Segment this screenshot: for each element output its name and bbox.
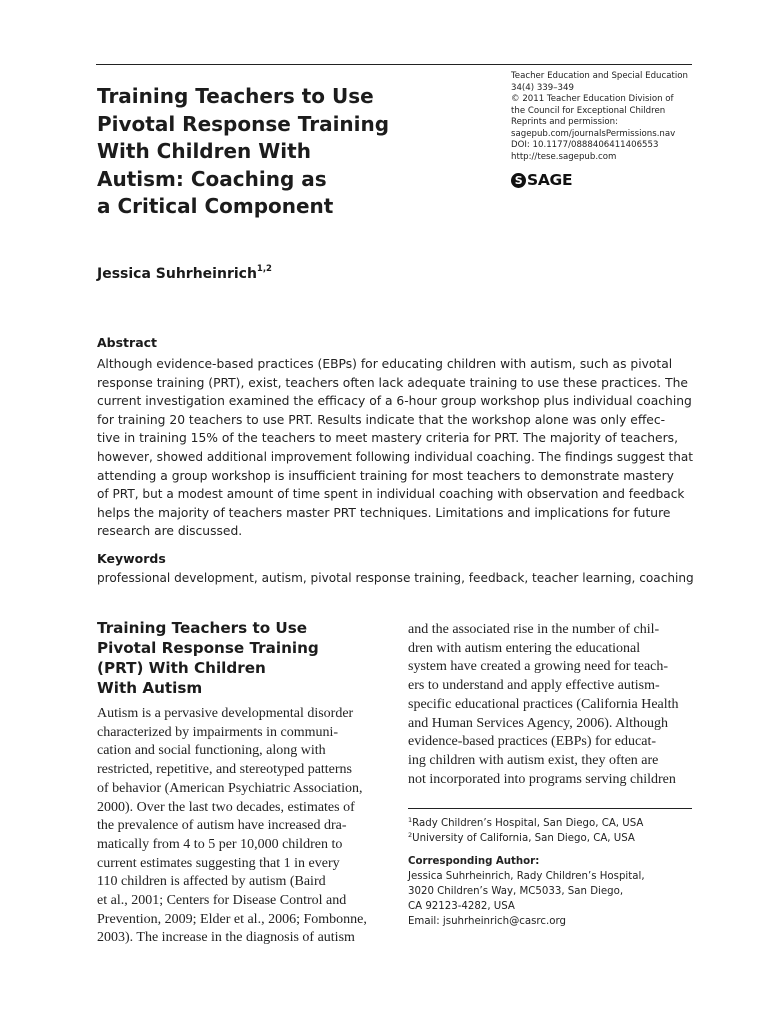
body-line: evidence-based practices (EBPs) for educat- <box>408 734 656 750</box>
affiliation-footnote <box>408 816 692 831</box>
body-line: of behavior (American Psychiatric Association, <box>97 780 363 796</box>
corresponding-email[interactable]: Email: jsuhrheinrich@casrc.org <box>408 916 566 927</box>
affiliation-footnote <box>408 831 692 846</box>
body-line: Autism is a pervasive developmental disorder <box>97 706 354 721</box>
section-heading-line: (PRT) With Children <box>97 659 266 677</box>
sage-logo-text: SAGE <box>527 171 573 189</box>
body-line: ing children with autism exist, they often are <box>408 752 659 768</box>
body-line: matically from 4 to 5 per 10,000 children to <box>97 836 343 852</box>
footnotes <box>408 816 692 929</box>
abstract-body <box>97 355 693 541</box>
body-line: the prevalence of autism have increased dra- <box>97 818 347 834</box>
body-line: characterized by impairments in communi- <box>97 724 339 740</box>
body-line: restricted, repetitive, and stereotyped patterns <box>97 762 353 778</box>
body-line: 2003). The increase in the diagnosis of autism <box>97 930 355 946</box>
corresponding-line: CA 92123-4282, USA <box>408 901 515 912</box>
body-column-left <box>97 705 381 948</box>
abstract-line: for training 20 teachers to use PRT. Results indicate that the workshop alone was only effec- <box>97 412 666 427</box>
keywords-list: professional development, autism, pivotal response training, feedback, teacher learning, coaching <box>97 571 694 585</box>
title-line: Pivotal Response Training <box>97 111 390 136</box>
author-line <box>97 266 272 282</box>
abstract-line: current investigation examined the efficacy of a 6-hour group workshop plus individual coaching <box>97 394 692 409</box>
article-title <box>97 83 477 221</box>
journal-permissions-link[interactable]: sagepub.com/journalsPermissions.nav <box>511 128 676 139</box>
body-line: 2000). Over the last two decades, estimates of <box>97 799 355 815</box>
body-line: not incorporated into programs serving children <box>408 771 676 787</box>
header-rule <box>96 64 692 65</box>
body-line: and the associated rise in the number of chil- <box>408 622 660 637</box>
author-name: Jessica Suhrheinrich <box>97 266 257 282</box>
footnote-rule <box>408 808 692 809</box>
journal-copyright-cont: the Council for Exceptional Children <box>511 105 666 116</box>
abstract-line: research are discussed. <box>97 524 243 539</box>
title-line: a Critical Component <box>97 194 334 218</box>
sage-icon: S <box>511 173 526 188</box>
journal-volume: 34(4) 339–349 <box>511 82 574 93</box>
journal-url[interactable]: http://tese.sagepub.com <box>511 151 617 162</box>
body-line: ers to understand and apply effective autism- <box>408 678 660 694</box>
abstract-line: Although evidence-based practices (EBPs) for educating children with autism, such as pivotal <box>97 357 673 371</box>
corresponding-line: 3020 Children’s Way, MC5033, San Diego, <box>408 886 624 897</box>
corresponding-line: Jessica Suhrheinrich, Rady Children’s Hospital, <box>408 871 645 882</box>
body-line: 110 children is affected by autism (Baird <box>97 874 326 890</box>
section-heading-line: Training Teachers to Use <box>97 619 308 637</box>
corresponding-author-label: Corresponding Author: <box>408 856 540 867</box>
body-line: and Human Services Agency, 2006). Although <box>408 715 668 731</box>
journal-reprints: Reprints and permission: <box>511 117 618 127</box>
affiliation-text: Rady Children’s Hospital, San Diego, CA, USA <box>412 818 644 829</box>
body-line: current estimates suggesting that 1 in every <box>97 855 340 871</box>
author-affiliation-marks: 1,2 <box>256 264 272 274</box>
section-heading-line: Pivotal Response Training <box>97 639 319 657</box>
abstract-heading: Abstract <box>97 335 158 350</box>
section-heading <box>97 618 357 698</box>
section-heading-line: With Autism <box>97 679 203 697</box>
title-line: Training Teachers to Use <box>97 84 374 108</box>
body-line: dren with autism entering the educational <box>408 640 641 656</box>
body-line: Prevention, 2009; Elder et al., 2006; Fombonne, <box>97 911 367 927</box>
body-line: system have created a growing need for teach- <box>408 659 669 675</box>
footnote-marker: 2 <box>408 831 413 839</box>
abstract-line: however, showed additional improvement following individual coaching. The findings suggest that <box>97 449 694 464</box>
journal-info <box>511 71 701 163</box>
title-line: Autism: Coaching as <box>97 166 327 191</box>
journal-name: Teacher Education and Special Education <box>511 71 688 81</box>
abstract-line: helps the majority of teachers master PRT techniques. Limitations and implications for future <box>97 505 671 520</box>
journal-copyright: © 2011 Teacher Education Division of <box>511 94 674 104</box>
footnote-marker: 1 <box>408 816 413 824</box>
body-line: cation and social functioning, along with <box>97 743 326 759</box>
affiliation-text: University of California, San Diego, CA, USA <box>412 833 635 844</box>
abstract-line: tive in training 15% of the teachers to meet mastery criteria for PRT. The majority of teachers, <box>97 431 678 446</box>
body-line: specific educational practices (California Health <box>408 696 679 712</box>
sage-logo <box>511 171 572 189</box>
body-line: et al., 2001; Centers for Disease Control and <box>97 893 347 909</box>
journal-doi[interactable]: DOI: 10.1177/0888406411406553 <box>511 140 659 150</box>
keywords-heading: Keywords <box>97 551 166 566</box>
body-column-right <box>408 621 692 789</box>
title-line: With Children With <box>97 139 311 163</box>
abstract-line: attending a group workshop is insufficient training for most teachers to demonstrate mastery <box>97 468 674 483</box>
abstract-line: of PRT, but a modest amount of time spent in individual coaching with observation and feedback <box>97 487 685 502</box>
abstract-line: response training (PRT), exist, teachers often lack adequate training to use these practices. The <box>97 375 688 390</box>
